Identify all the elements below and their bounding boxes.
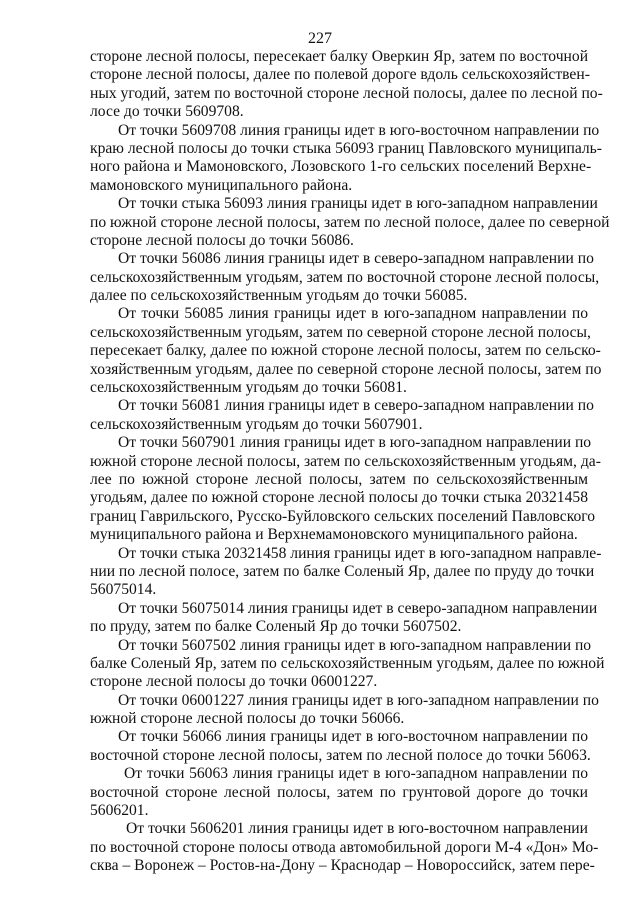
- text-line: 56075014.: [90, 581, 157, 599]
- text-line: по восточной стороне полосы отвода автомобильной дороги М-4 «Дон» Мо-: [90, 838, 599, 856]
- text-line: От точки стыка 20321458 линия границы идет в юго-западном направле-: [118, 544, 602, 562]
- text-line: сельскохозяйственным угодьям до точки 56081.: [90, 379, 407, 397]
- text-line: нии по лесной полосе, затем по балке Соленый Яр, далее по пруду до точки: [90, 562, 595, 580]
- text-line: От точки 56075014 линия границы идет в северо-западном направлении: [118, 599, 598, 617]
- page-number: 227: [308, 30, 332, 47]
- text-line: От точки 56066 линия границы идет в юго-восточном направлении по: [118, 728, 588, 746]
- text-line: границ Гаврильского, Русско-Буйловского сельских поселений Павловского: [90, 507, 596, 525]
- text-line: От точки 5609708 линия границы идет в юго-восточном направлении по: [118, 121, 600, 139]
- text-line: сельскохозяйственным угодьям, затем по восточной стороне лесной полосы,: [90, 268, 600, 286]
- text-line: сельскохозяйственным угодьям, затем по северной стороне лесной полосы,: [90, 323, 591, 341]
- text-line: От точки 06001227 линия границы идет в юго-западном направлении по: [118, 691, 599, 709]
- text-line: От точки 56086 линия границы идет в северо-западном направлении по: [118, 250, 594, 268]
- text-line: От точки 5607901 линия границы идет в юго-западном направлении по: [118, 434, 592, 452]
- text-line: ного района и Мамоновского, Лозовского 1-го сельских поселений Верхне-: [90, 158, 592, 176]
- text-line: южной стороне лесной полосы, затем по сельскохозяйственным угодьям, да-: [90, 452, 601, 470]
- text-line: угодьям, далее по южной стороне лесной полосы до точки стыка 20321458: [90, 489, 588, 507]
- text-line: лее по южной стороне лесной полосы, затем по сельскохозяйственным: [90, 470, 588, 488]
- text-line: 5606201.: [90, 802, 149, 820]
- text-line: южной стороне лесной полосы до точки 56066.: [90, 710, 405, 728]
- text-line: От точки 56081 линия границы идет в северо-западном направлении по: [118, 397, 594, 415]
- text-line: сельскохозяйственным угодьям до точки 5607901.: [90, 415, 423, 433]
- text-line: восточной стороне лесной полосы, затем по грунтовой дороге до точки: [90, 783, 588, 801]
- text-line: От точки 56085 линия границы идет в юго-западном направлении по: [118, 305, 588, 323]
- text-line: стороне лесной полосы, далее по полевой дороге вдоль сельскохозяйствен-: [90, 66, 590, 84]
- text-line: пересекает балку, далее по южной стороне лесной полосы, затем по сельско-: [90, 342, 601, 360]
- text-line: по южной стороне лесной полосы, затем по лесной полосе, далее по северной: [90, 213, 610, 231]
- text-line: муниципального района и Верхнемамоновского муниципального района.: [90, 526, 578, 544]
- text-line: лосе до точки 5609708.: [90, 103, 244, 121]
- text-line: восточной стороне лесной полосы, затем по лесной полосе до точки 56063.: [90, 746, 591, 764]
- text-line: хозяйственным угодьям, далее по северной стороне лесной полосы, затем по: [90, 360, 602, 378]
- text-line: ных угодий, затем по восточной стороне лесной полосы, далее по лесной по-: [90, 84, 603, 102]
- text-line: балке Соленый Яр, затем по сельскохозяйственным угодьям, далее по южной: [90, 654, 605, 672]
- text-line: От точки 56063 линия границы идет в юго-западном направлении по: [124, 765, 588, 783]
- text-line: краю лесной полосы до точки стыка 56093 границ Павловского муниципаль-: [90, 139, 602, 157]
- text-line: далее по сельскохозяйственным угодьям до точки 56085.: [90, 287, 468, 305]
- text-line: по пруду, затем по балке Соленый Яр до точки 5607502.: [90, 618, 462, 636]
- text-line: мамоновского муниципального района.: [90, 176, 353, 194]
- text-line: От точки 5607502 линия границы идет в юго-западном направлении по: [118, 636, 592, 654]
- text-line: стороне лесной полосы до точки 56086.: [90, 231, 354, 249]
- text-line: стороне лесной полосы до точки 06001227.: [90, 673, 378, 691]
- text-line: сква – Воронеж – Ростов-на-Дону – Краснодар – Новороссийск, затем пере-: [90, 857, 595, 875]
- body-text: [90, 48, 610, 876]
- text-line: От точки стыка 56093 линия границы идет в юго-западном направлении: [118, 195, 598, 213]
- text-line: От точки 5606201 линия границы идет в юго-восточном направлении: [126, 820, 588, 838]
- text-line: стороне лесной полосы, пересекает балку Оверкин Яр, затем по восточной: [90, 48, 589, 65]
